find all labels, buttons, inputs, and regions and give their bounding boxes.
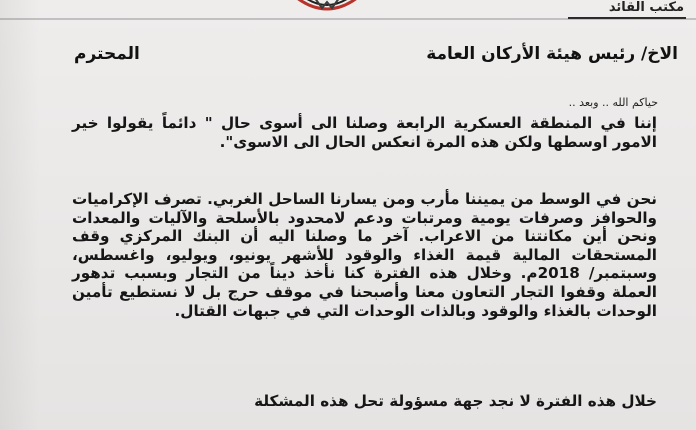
paragraph-3: خلال هذه الفترة لا نجد جهة مسؤولة تحل هذه المشكلة [254, 392, 657, 410]
page-shadow [0, 0, 40, 430]
paragraph-2: نحن في الوسط من يميننا مأرب ومن يسارنا الساحل الغربي. تصرف الإكراميات والحوافز وصرفات يومية ومرتبات ودعم لامحدود بالأسلحة والآليات والمعدات ونحن أين مكانتنا من الاعراب. آخر ما وصلنا اليه أن البنك المركزي وقف المستحقات المالية قيمة الغذاء والوقود للأشهر يونيو، ويوليو، واغسطس، وسبتمبر/ 2018م. وخلال هذه الفترة كنا نأخذ ديناً من التجار وبسبب تدهور العملة وقفوا التجار التعاون معنا وأصبحنا في موقف حرج بل لا نستطيع تأمين الوحدات بالغذاء والوقود وبالذات الوحدات التي في جبهات القتال. [72, 190, 657, 320]
eagle-emblem-icon [282, 0, 372, 16]
honorific-heading: المحترم [74, 44, 140, 64]
office-label: مكتب القائد [608, 0, 684, 15]
greeting-line: حياكم الله .. وبعد .. [568, 96, 658, 109]
addressee-heading: الاخ/ رئيس هيئة الأركان العامة [426, 44, 678, 64]
paragraph-1: إننا في المنطقة العسكرية الرابعة وصلنا الى أسوى حال " دائماً يقولوا خير الامور اوسطها ولكن هذه المرة انعكس الحال الى الاسوى". [72, 114, 657, 151]
header-divider [0, 18, 696, 20]
